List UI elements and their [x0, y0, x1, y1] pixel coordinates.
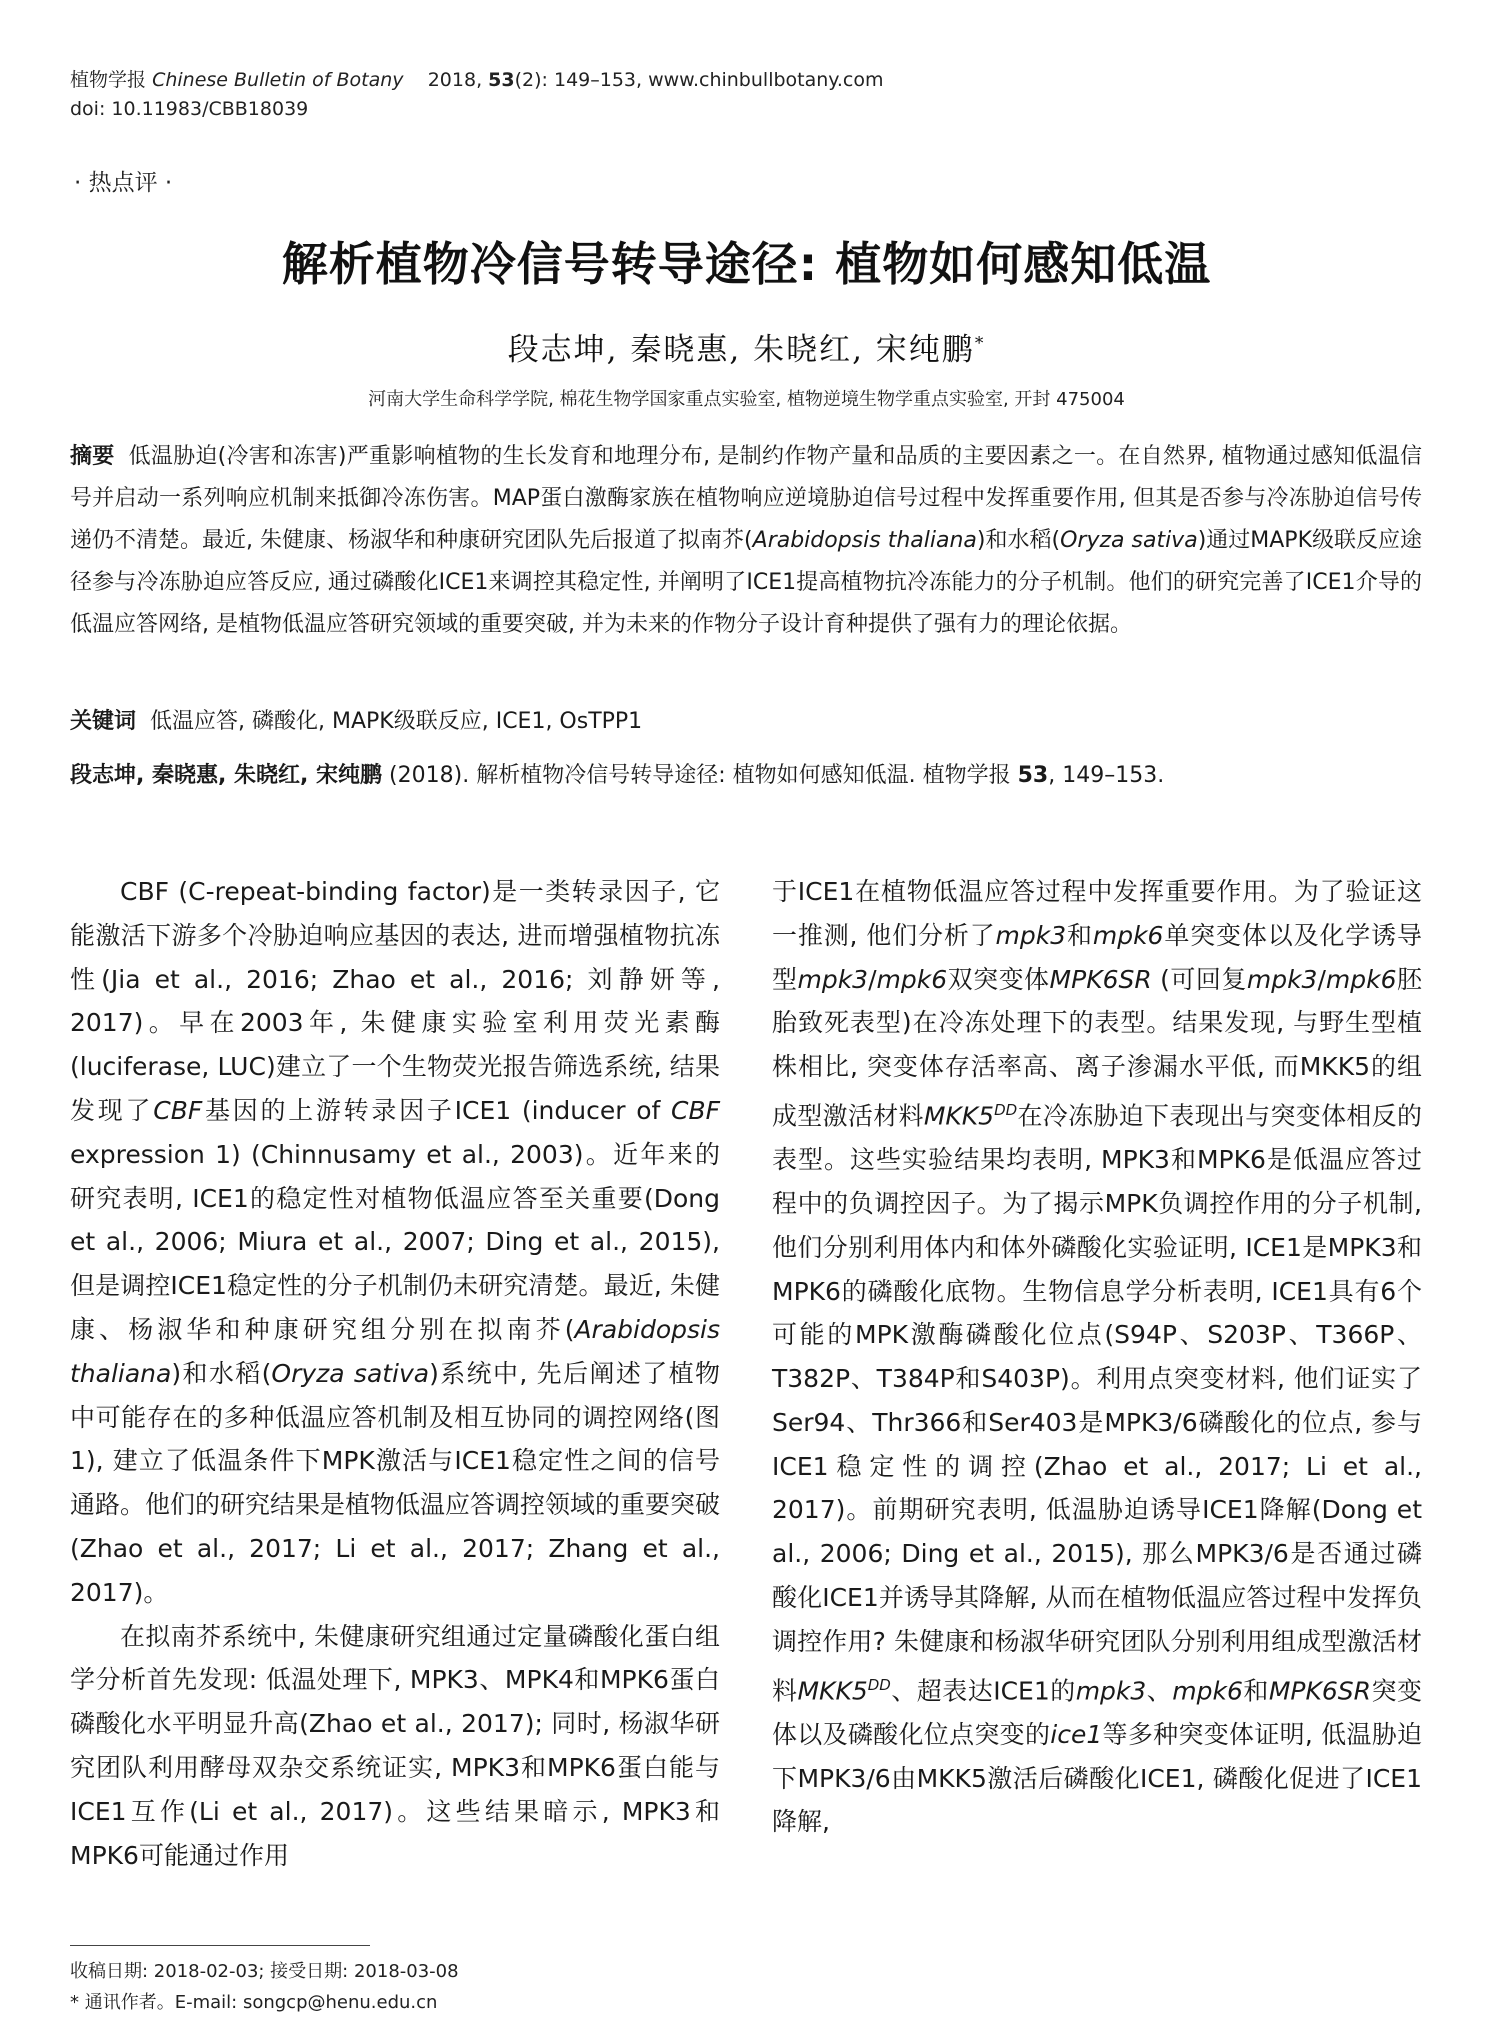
text-run: 在拟南芥系统中, 朱健康研究组通过定量磷酸化蛋白组学分析首先发现: 低温处理下, MPK3、MPK4和MPK6蛋白磷酸化水平明显升高(Zhao et al., 2017); 同时, 杨淑华研究团队利用酵母双杂交系统证实, MPK3和MPK6蛋白能与ICE1互作(Li et al., 2017)。这些结果暗示, MPK3和MPK6可能通过作用 — [70, 1621, 720, 1870]
abstract-italic: Arabidopsis thaliana — [752, 528, 977, 553]
italic-run: Oryza sativa — [271, 1358, 430, 1388]
journal-header — [70, 66, 883, 124]
text-run: 在冷冻胁迫下表现出与突变体相反的表型。这些实验结果均表明, MPK3和MPK6是低温应答过程中的负调控因子。为了揭示MPK负调控作用的分子机制, 他们分别利用体内和体外磷酸化实验证明, ICE1是MPK3和MPK6的磷酸化底物。生物信息学分析表明, ICE1具有6个可能的MPK激酶磷酸化位点(S94P、S203P、T366P、T382P、T384P和S403P)。利用点突变材料, 他们证实了Ser94、Thr366和Ser403是MPK3/6磷酸化的位点, 参与ICE1稳定性的调控(Zhao et al., 2017; Li et al., 2017)。前期研究表明, 低温胁迫诱导ICE1降解(Dong et al., 2006; Ding et al., 2015), 那么MPK3/6是否通过磷酸化ICE1并诱导其降解, 从而在植物低温应答过程中发挥负调控作用? 朱健康和杨淑华研究团队分别利用组成型激活材料 — [772, 1101, 1422, 1705]
body-paragraph — [772, 870, 1422, 1844]
text-run: 和 — [1242, 1676, 1269, 1705]
italic-run: Arabidopsis thaliana — [70, 1314, 720, 1388]
journal-issue-pages: (2): 149–153, www.chinbullbotany.com — [514, 69, 884, 91]
citation-authors: 段志坤, 秦晓惠, 朱晓红, 宋纯鹏 — [70, 763, 383, 788]
italic-run: mpk3 — [797, 964, 869, 994]
text-run: / — [868, 964, 877, 994]
italic-run: mpk6 — [876, 964, 948, 994]
keywords-text: 低温应答, 磷酸化, MAPK级联反应, ICE1, OsTPP1 — [150, 709, 643, 734]
text-run: 、超表达ICE1的 — [890, 1676, 1076, 1705]
citation-pages: , 149–153. — [1048, 763, 1165, 788]
text-run: 等多种突变体证明, 低温胁迫下MPK3/6由MKK5激活后磷酸化ICE1, 磷酸化促进了ICE1降解, — [772, 1719, 1422, 1837]
text-run: 于ICE1在植物低温应答过程中发挥重要作用。为了验证这一推测, 他们分析了 — [772, 877, 1422, 950]
footnote-divider — [70, 1945, 370, 1946]
abstract-text: )和水稻( — [976, 528, 1061, 553]
text-run: 、 — [1146, 1676, 1173, 1705]
italic-run: mpk6 — [1172, 1676, 1243, 1705]
abstract — [70, 436, 1422, 646]
abstract-text: )通过MAPK级联反应途径参与冷冻胁迫应答反应, 通过磷酸化ICE1来调控其稳定性, 并阐明了ICE1提高植物抗冷冻能力的分子机制。他们的研究完善了ICE1介导的低温应答网络, 是植物低温应答研究领域的重要突破, 并为未来的作物分子设计育种提供了强有力的理论依据。 — [70, 528, 1423, 637]
footnotes — [70, 1956, 459, 2018]
italic-run: MKK5 — [797, 1676, 868, 1705]
journal-name-en: Chinese Bulletin of Botany — [152, 69, 404, 91]
text-run: 突变体以及磷酸化位点突变的 — [772, 1676, 1422, 1749]
keywords-label: 关键词 — [70, 709, 137, 734]
text-run: )和水稻( — [171, 1358, 272, 1388]
text-run: expression 1) (Chinnusamy et al., 2003)。近年来的研究表明, ICE1的稳定性对植物低温应答至关重要(Dong et al., 2006; Miura et al., 2007; Ding et al., 2015), 但是调控ICE1稳定性的分子机制仍未研究清楚。最近, 朱健康、杨淑华和种康研究组分别在拟南芥( — [70, 1139, 720, 1344]
text-run: 基因的上游转录因子ICE1 (inducer of — [202, 1095, 671, 1125]
column-label: · 热点评 · — [74, 170, 173, 196]
italic-run: CBF — [153, 1095, 203, 1125]
italic-run: ice1 — [1050, 1719, 1103, 1749]
author-list — [0, 324, 1493, 369]
italic-run: MPK6SR — [1049, 964, 1152, 994]
italic-run: mpk6 — [1092, 920, 1164, 950]
journal-year: 2018, — [427, 69, 483, 91]
citation-volume: 53 — [1017, 763, 1049, 788]
body-paragraph — [70, 1615, 720, 1878]
abstract-italic: Oryza sativa — [1060, 528, 1198, 553]
italic-run: mpk6 — [1325, 964, 1397, 994]
body-paragraph — [70, 870, 720, 1615]
text-run: / — [1317, 964, 1326, 994]
received-dates: 收稿日期: 2018-02-03; 接受日期: 2018-03-08 — [70, 1961, 459, 1982]
italic-run: MPK6SR — [1268, 1676, 1372, 1705]
journal-name-cn: 植物学报 — [70, 69, 147, 91]
text-run: 单突变体以及化学诱导型 — [772, 920, 1422, 994]
citation-text: (2018). 解析植物冷信号转导途径: 植物如何感知低温. 植物学报 — [382, 763, 1018, 788]
text-run: 胚胎致死表型)在冷冻处理下的表型。结果发现, 与野生型植株相比, 突变体存活率高、离子渗漏水平低, 而MKK5的组成型激活材料 — [772, 964, 1422, 1131]
text-run: 双突变体 — [947, 964, 1050, 994]
italic-run: mpk3 — [1075, 1676, 1147, 1705]
italic-run: mpk3 — [1246, 964, 1318, 994]
doi: doi: 10.11983/CBB18039 — [70, 98, 309, 120]
abstract-text: 低温胁迫(冷害和冻害)严重影响植物的生长发育和地理分布, 是制约作物产量和品质的主要因素之一。在自然界, 植物通过感知低温信号并启动一系列响应机制来抵御冷冻伤害。MAP蛋白激酶家族在植物响应逆境胁迫信号过程中发挥重要作用, 但其是否参与冷冻胁迫信号传递仍不清楚。最近, 朱健康、杨淑华和种康研究团队先后报道了拟南芥( — [70, 444, 1422, 553]
article-title: 解析植物冷信号转导途径: 植物如何感知低温 — [281, 237, 1212, 291]
journal-volume: 53 — [488, 69, 515, 91]
text-run: CBF (C-repeat-binding factor)是一类转录因子, 它能激活下游多个冷胁迫响应基因的表达, 进而增强植物抗冻性(Jia et al., 2016; Zhao et al., 2016; 刘静妍等, 2017)。早在2003年, 朱健康实验室利用荧光素酶(luciferase, LUC)建立了一个生物荧光报告筛选系统, 结果发现了 — [70, 877, 720, 1125]
keywords — [70, 706, 1422, 738]
text-run: (可回复 — [1151, 964, 1247, 994]
text-run: )系统中, 先后阐述了植物中可能存在的多种低温应答机制及相互协同的调控网络(图1), 建立了低温条件下MPK激活与ICE1稳定性之间的信号通路。他们的研究结果是植物低温应答调控领域的重要突破(Zhao et al., 2017; Li et al., 2017; Zhang et al., 2017)。 — [70, 1358, 721, 1607]
corresponding-author-email: * 通讯作者。E-mail: songcp@henu.edu.cn — [70, 1992, 438, 2013]
italic-run: mpk3 — [995, 920, 1067, 950]
italic-run: MKK5 — [923, 1101, 995, 1131]
body-column-right — [772, 870, 1422, 1844]
superscript: DD — [867, 1675, 891, 1694]
corresponding-mark: * — [974, 333, 986, 354]
body-column-left — [70, 870, 720, 1877]
citation — [70, 760, 1422, 792]
italic-run: CBF — [671, 1095, 720, 1125]
abstract-label: 摘要 — [70, 444, 115, 469]
affiliation: 河南大学生命科学学院, 棉花生物学国家重点实验室, 植物逆境生物学重点实验室, 开封 475004 — [368, 389, 1125, 410]
journal-citation-line — [70, 66, 883, 95]
authors-names: 段志坤, 秦晓惠, 朱晓红, 宋纯鹏 — [507, 332, 975, 368]
text-run: 和 — [1066, 920, 1093, 950]
superscript: DD — [994, 1100, 1018, 1119]
